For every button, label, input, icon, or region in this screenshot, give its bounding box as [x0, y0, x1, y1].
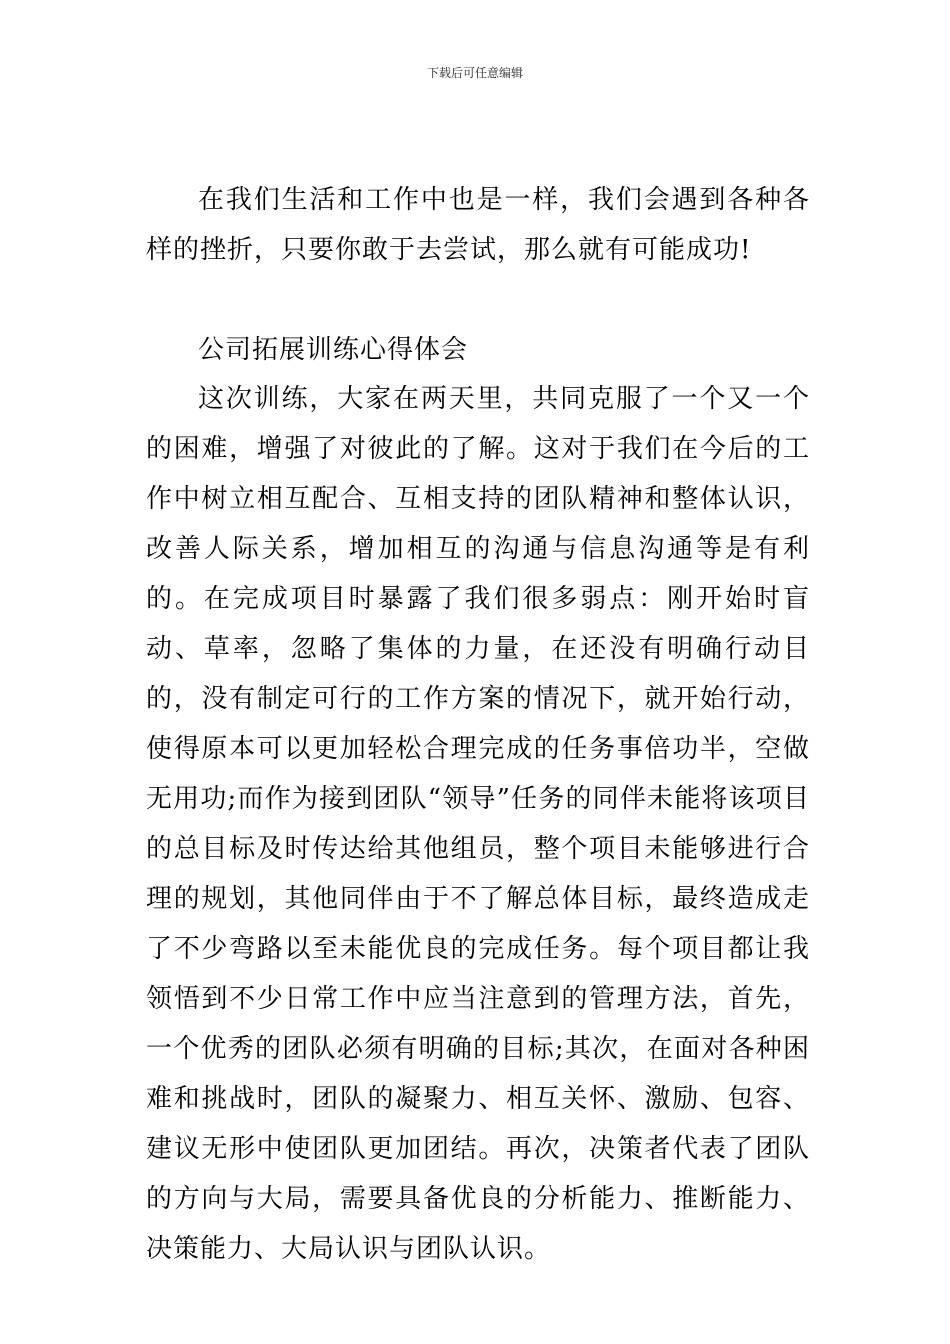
page-header: 下载后可任意编辑 [426, 66, 523, 80]
body-paragraph-2: 这次训练，大家在两天里，共同克服了一个又一个的困难，增强了对彼此的了解。这对于我们在今后的工作中树立相互配合、互相支持的团队精神和整体认识，改善人际关系，增加相互的沟通与信息沟通等是有利的。在完成项目时暴露了我们很多弱点：刚开始时盲动、草率，忽略了集体的力量，在还没有明确行动目的，没有制定可行的工作方案的情况下，就开始行动，使得原本可以更加轻松合理完成的任务事倍功半，空做无用功;而作为接到团队“领导”任务的同伴未能将该项目的总目标及时传达给其他组员，整个项目未能够进行合理的规划，其他同伴由于不了解总体目标，最终造成走了不少弯路以至未能优良的完成任务。每个项目都让我领悟到不少日常工作中应当注意到的管理方法，首先，一个优秀的团队必须有明确的目标;其次，在面对各种困难和挑战时，团队的凝聚力、相互关怀、激励、包容、建议无形中使团队更加团结。再次，决策者代表了团队的方向与大局，需要具备优良的分析能力、推断能力、决策能力、大局认识与团队认识。 [146, 384, 810, 1264]
section-title: 公司拓展训练心得体会 [198, 335, 469, 365]
body-paragraph-1: 在我们生活和工作中也是一样，我们会遇到各种各样的挫折，只要你敢于去尝试，那么就有可能成功! [146, 185, 810, 265]
